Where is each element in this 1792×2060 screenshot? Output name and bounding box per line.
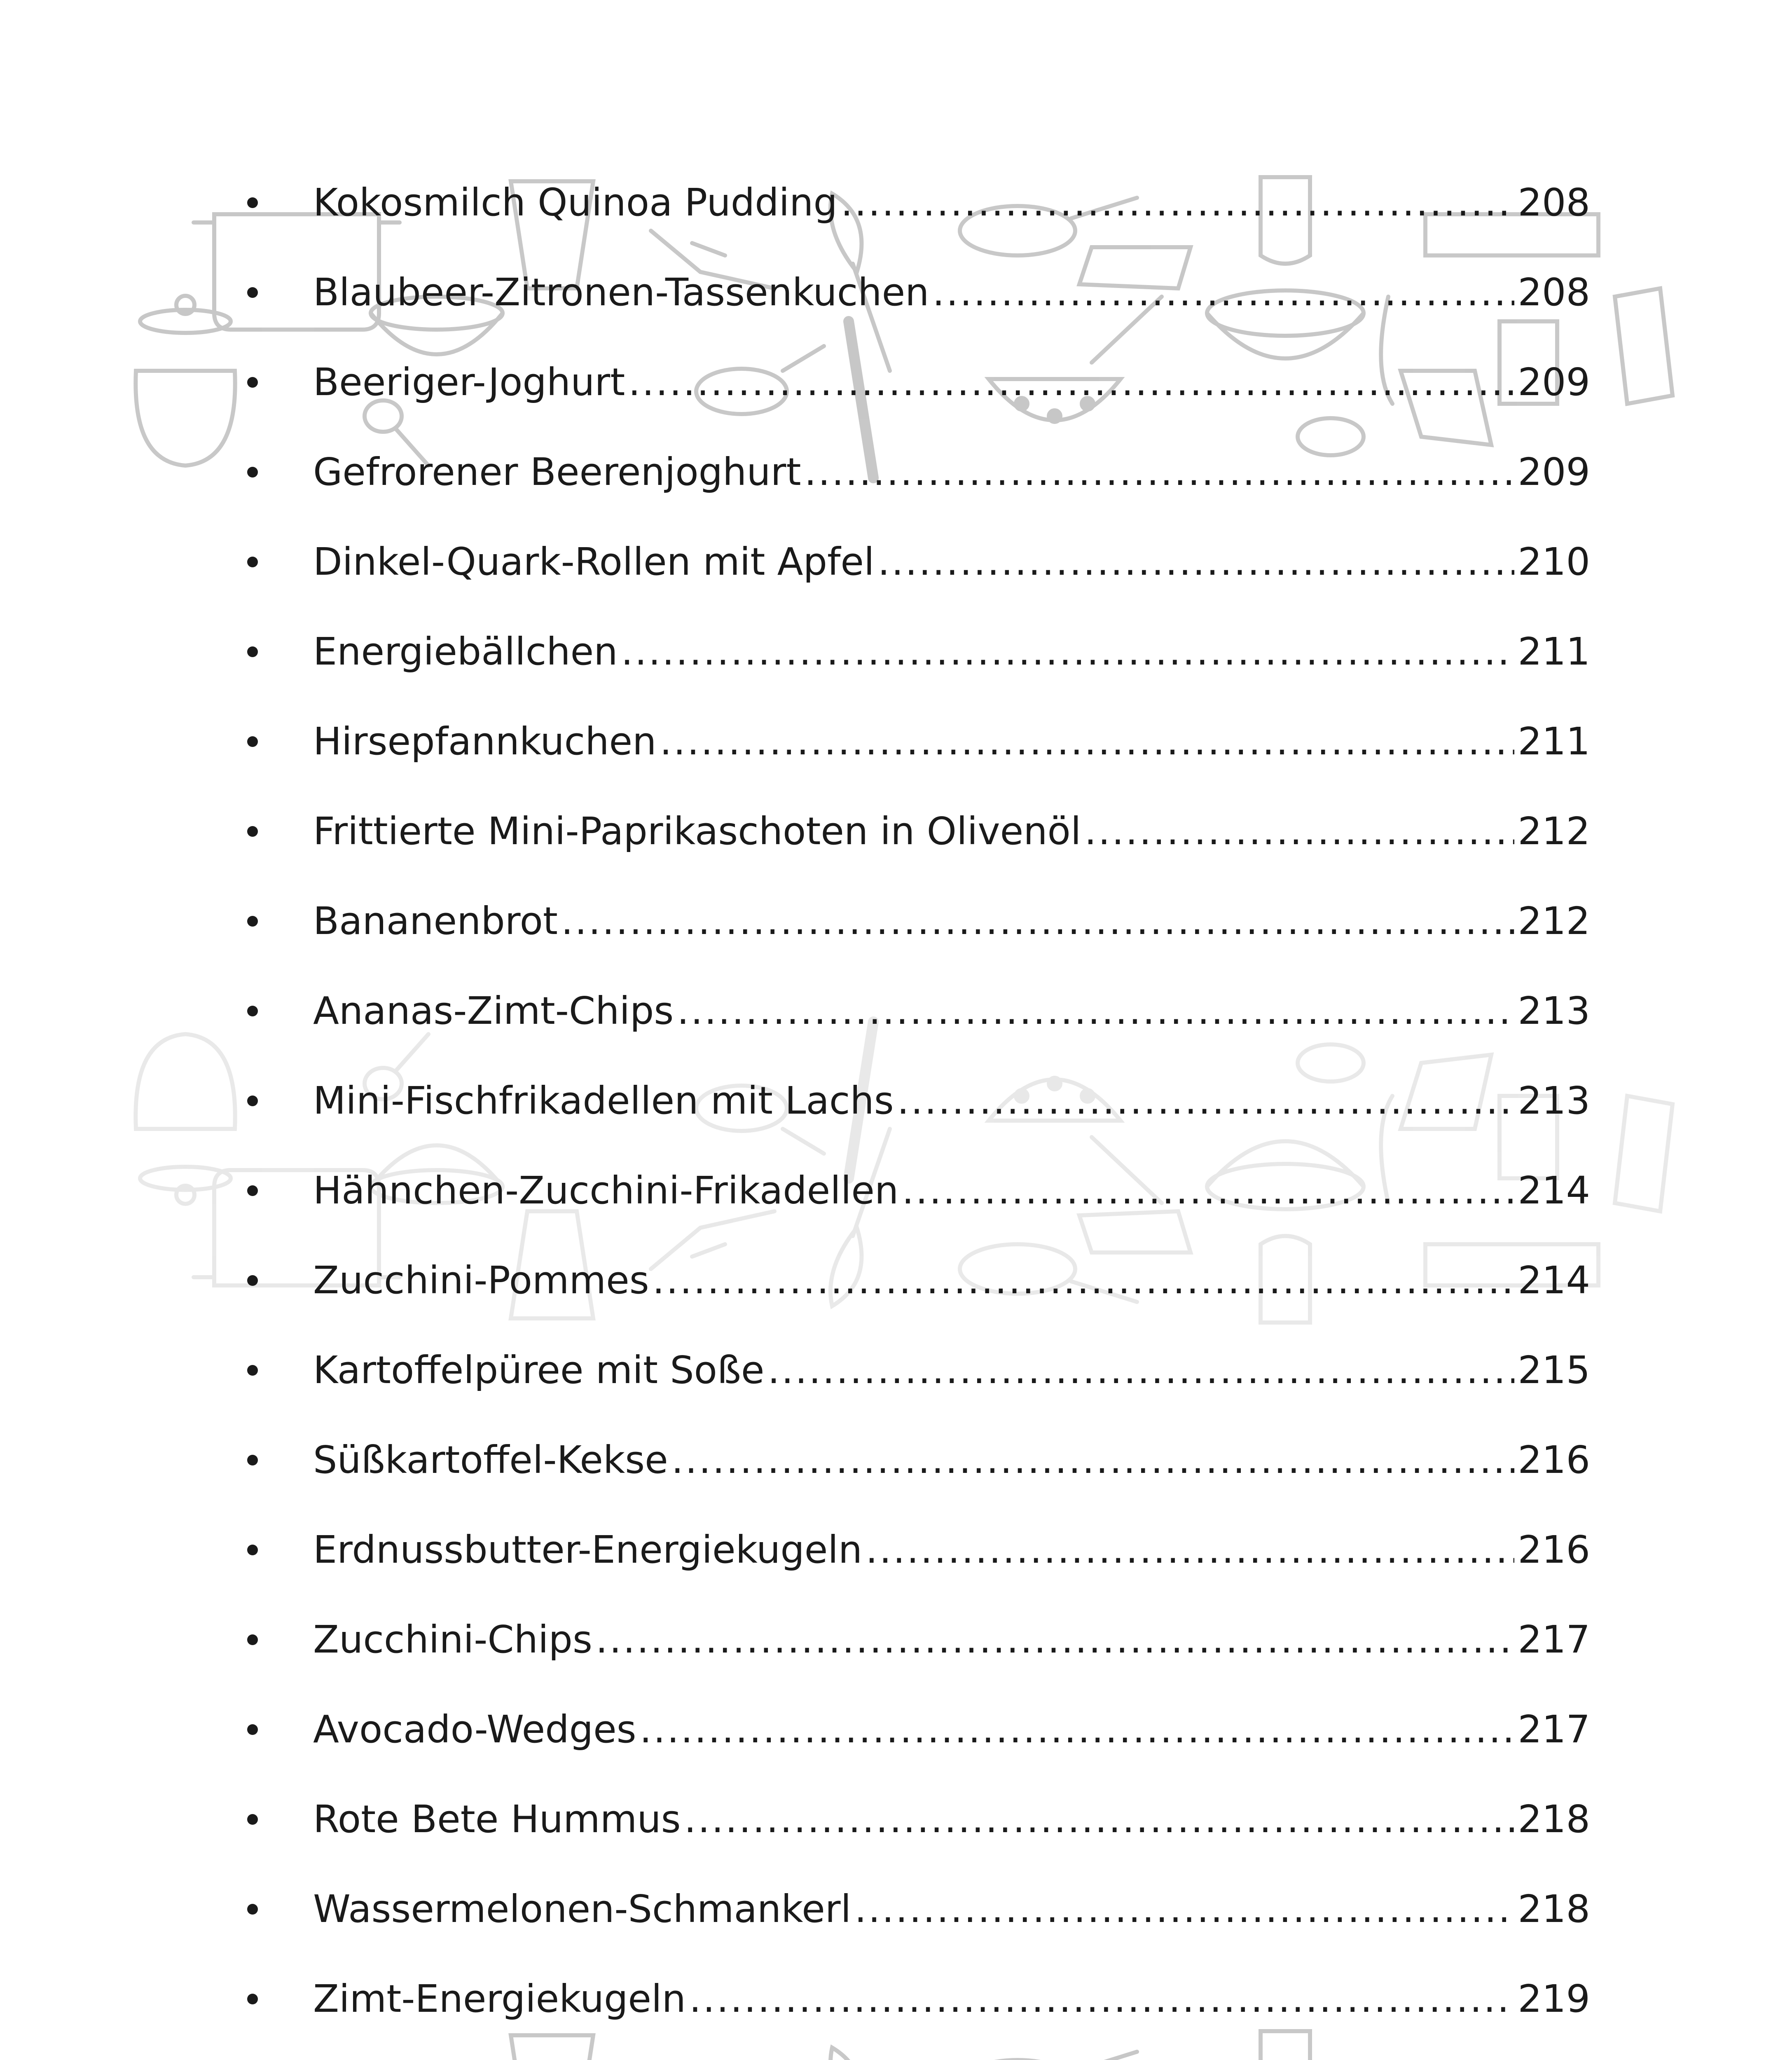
bullet-icon	[247, 1904, 258, 1915]
toc-entry[interactable]	[243, 1607, 1590, 1697]
toc-entry[interactable]	[243, 1517, 1590, 1607]
toc-entry[interactable]	[243, 529, 1590, 619]
dot-leader	[689, 1966, 1514, 2032]
toc-entry-page: 215	[1518, 1348, 1590, 1392]
dot-leader	[897, 1068, 1515, 1134]
bullet-icon	[247, 646, 258, 657]
toc-entry-page: 211	[1518, 630, 1590, 674]
bullet-icon	[247, 1185, 258, 1196]
toc-entry-title: Dinkel-Quark-Rollen mit Apfel	[313, 540, 875, 584]
bullet-icon	[247, 1275, 258, 1286]
bullet-icon	[247, 736, 258, 747]
toc-entry[interactable]	[243, 349, 1590, 439]
toc-entry[interactable]	[243, 1158, 1590, 1248]
toc-entry-page: 212	[1518, 899, 1590, 943]
dot-leader	[1084, 798, 1514, 864]
toc-entry-page: 213	[1518, 1079, 1590, 1123]
toc-entry-page: 209	[1518, 360, 1590, 404]
toc-entry[interactable]	[243, 1248, 1590, 1337]
toc-entry-page: 219	[1518, 1977, 1590, 2021]
toc-entry-page: 218	[1518, 1797, 1590, 1841]
toc-entry-title: Gefrorener Beerenjoghurt	[313, 450, 801, 494]
bullet-icon	[247, 197, 258, 208]
toc-entry-page: 211	[1518, 719, 1590, 763]
toc-entry-title: Energiebällchen	[313, 630, 618, 674]
toc-entry-title: Mini-Fischfrikadellen mit Lachs	[313, 1079, 894, 1123]
toc-entry-page: 210	[1518, 540, 1590, 584]
dot-leader	[660, 709, 1514, 775]
toc-entry[interactable]	[243, 170, 1590, 260]
toc-entry-title: Hähnchen-Zucchini-Frikadellen	[313, 1168, 899, 1213]
toc-entry-page: 214	[1518, 1168, 1590, 1213]
bullet-icon	[247, 1545, 258, 1555]
toc-entry[interactable]	[243, 1427, 1590, 1517]
toc-entry[interactable]	[243, 439, 1590, 529]
bullet-icon	[247, 1724, 258, 1735]
toc-entry-title: Hirsepfannkuchen	[313, 719, 657, 763]
dot-leader	[677, 978, 1514, 1044]
bullet-icon	[247, 557, 258, 567]
toc-entry-page: 213	[1518, 989, 1590, 1033]
dot-leader	[596, 1607, 1515, 1673]
toc-entry[interactable]	[243, 1966, 1590, 2056]
dot-leader	[621, 619, 1515, 685]
toc-entry-title: Frittierte Mini-Paprikaschoten in Olivenöl	[313, 809, 1081, 853]
toc-entry-title: Wassermelonen-Schmankerl	[313, 1887, 852, 1931]
dot-leader	[878, 529, 1515, 595]
toc-entry[interactable]	[243, 978, 1590, 1068]
bullet-icon	[247, 287, 258, 298]
toc-entry[interactable]	[243, 1876, 1590, 1966]
bullet-icon	[247, 916, 258, 927]
toc-entry[interactable]	[243, 1786, 1590, 1876]
bullet-icon	[247, 377, 258, 388]
bullet-icon	[247, 1455, 258, 1465]
toc-entry-page: 217	[1518, 1618, 1590, 1662]
bullet-icon	[247, 1365, 258, 1376]
toc-entry-title: Rote Bete Hummus	[313, 1797, 681, 1841]
toc-entry-page: 209	[1518, 450, 1590, 494]
dot-leader	[838, 2056, 1514, 2060]
dot-leader	[628, 349, 1514, 415]
toc-entry[interactable]	[243, 619, 1590, 709]
dot-leader	[671, 1427, 1515, 1493]
toc-entry[interactable]	[243, 2056, 1590, 2060]
bullet-icon	[247, 1006, 258, 1016]
toc-entry-page: 208	[1518, 180, 1590, 225]
toc-entry-title: Zucchini-Pommes	[313, 1258, 649, 1302]
dot-leader	[841, 170, 1515, 236]
toc-entry[interactable]	[243, 888, 1590, 978]
dot-leader	[933, 260, 1515, 325]
dot-leader	[684, 1786, 1515, 1852]
toc-entry-title: Zimt-Energiekugeln	[313, 1977, 686, 2021]
dot-leader	[561, 888, 1514, 954]
toc-entry-title: Blaubeer-Zitronen-Tassenkuchen	[313, 270, 929, 314]
toc-entry[interactable]	[243, 1068, 1590, 1158]
toc-entry[interactable]	[243, 798, 1590, 888]
dot-leader	[640, 1697, 1515, 1763]
toc-entry-page: 216	[1518, 1528, 1590, 1572]
toc-entry-title: Avocado-Wedges	[313, 1707, 636, 1751]
bullet-icon	[247, 826, 258, 837]
toc-entry-page: 218	[1518, 1887, 1590, 1931]
toc-entry-title: Süßkartoffel-Kekse	[313, 1438, 668, 1482]
bullet-icon	[247, 1096, 258, 1106]
toc-entry-page: 208	[1518, 270, 1590, 314]
dot-leader	[805, 439, 1515, 505]
toc-entry[interactable]	[243, 1337, 1590, 1427]
toc-entry[interactable]	[243, 260, 1590, 349]
bullet-icon	[247, 467, 258, 478]
dot-leader	[768, 1337, 1515, 1403]
toc-entry-title	[313, 2056, 834, 2060]
dot-leader	[866, 1517, 1514, 1583]
bullet-icon	[247, 1994, 258, 2004]
toc-entry-page: 212	[1518, 809, 1590, 853]
toc-entry-title: Zucchini-Chips	[313, 1618, 592, 1662]
toc-entry-title: Kokosmilch Quinoa Pudding	[313, 180, 838, 225]
toc-entry-title: Erdnussbutter-Energiekugeln	[313, 1528, 863, 1572]
toc-entry[interactable]	[243, 1697, 1590, 1786]
toc-entry-page	[1518, 2056, 1590, 2060]
bullet-icon	[247, 1634, 258, 1645]
table-of-contents	[243, 170, 1590, 2060]
toc-entry-page: 214	[1518, 1258, 1590, 1302]
toc-entry-page: 216	[1518, 1438, 1590, 1482]
toc-entry-title: Kartoffelpüree mit Soße	[313, 1348, 765, 1392]
toc-entry-title: Beeriger-Joghurt	[313, 360, 625, 404]
toc-entry-page: 217	[1518, 1707, 1590, 1751]
toc-entry-title: Ananas-Zimt-Chips	[313, 989, 674, 1033]
dot-leader	[653, 1248, 1515, 1313]
dot-leader	[902, 1158, 1514, 1224]
toc-entry-title: Bananenbrot	[313, 899, 558, 943]
bullet-icon	[247, 1814, 258, 1825]
toc-entry[interactable]	[243, 709, 1590, 798]
dot-leader	[854, 1876, 1514, 1942]
